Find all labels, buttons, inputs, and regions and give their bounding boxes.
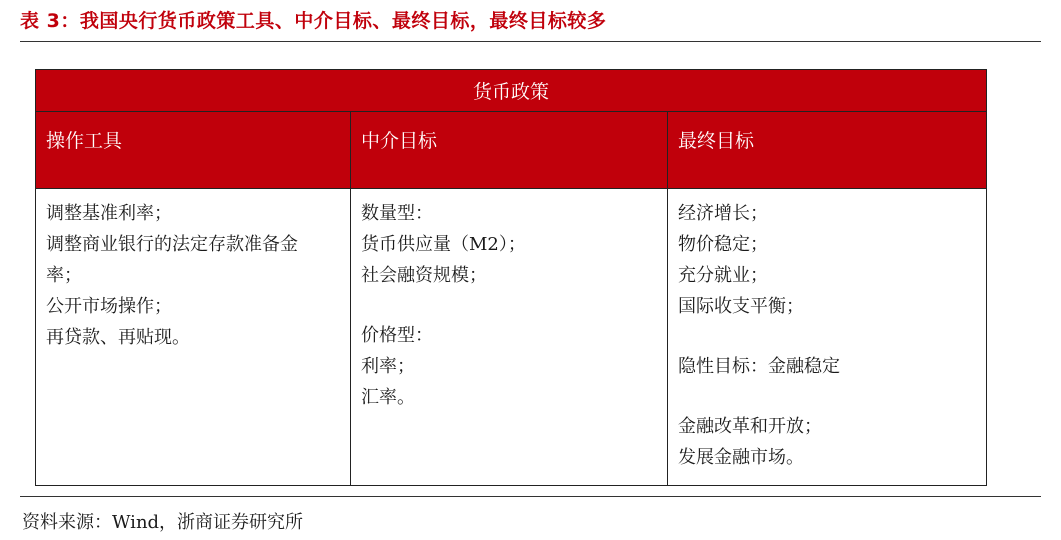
list-item: 价格型：: [361, 325, 433, 346]
bottom-divider: [20, 496, 1041, 497]
column-header-intermediate: 中介目标: [351, 112, 668, 189]
list-item: 金融改革和开放；: [678, 416, 822, 437]
list-item: 汇率。: [361, 387, 415, 408]
source-note: 资料来源：Wind，浙商证券研究所: [22, 512, 304, 533]
top-divider: [20, 41, 1041, 42]
list-item: 利率；: [361, 356, 415, 377]
cell-final: [668, 189, 987, 486]
list-item: 数量型：: [361, 203, 433, 224]
policy-table: [35, 69, 987, 486]
list-item: 公开市场操作；: [46, 296, 172, 317]
table-header-main: 货币政策: [36, 70, 987, 112]
list-item: 再贷款、再贴现。: [46, 327, 190, 348]
list-item: 充分就业；: [678, 265, 768, 286]
column-header-row: [36, 112, 987, 189]
table-header-row: [36, 70, 987, 112]
list-item: 调整基准利率；: [46, 203, 172, 224]
spacer: [361, 291, 657, 320]
list-item: 社会融资规模；: [361, 265, 487, 286]
column-header-tools: 操作工具: [36, 112, 351, 189]
list-item: 物价稳定；: [678, 234, 768, 255]
list-item: 隐性目标：金融稳定: [678, 356, 840, 377]
list-item: 调整商业银行的法定存款准备金: [46, 234, 298, 255]
list-item: 率；: [46, 265, 82, 286]
column-header-final: 最终目标: [668, 112, 987, 189]
list-item: 国际收支平衡；: [678, 296, 804, 317]
list-item: 经济增长；: [678, 203, 768, 224]
table-caption: 表 3：我国央行货币政策工具、中介目标、最终目标，最终目标较多: [20, 10, 607, 32]
cell-intermediate: [351, 189, 668, 486]
list-item: 货币供应量（M2）；: [361, 234, 526, 255]
cell-tools: [36, 189, 351, 486]
list-item: 发展金融市场。: [678, 447, 804, 468]
table-row: [36, 189, 987, 486]
spacer: [678, 382, 976, 411]
spacer: [678, 322, 976, 351]
